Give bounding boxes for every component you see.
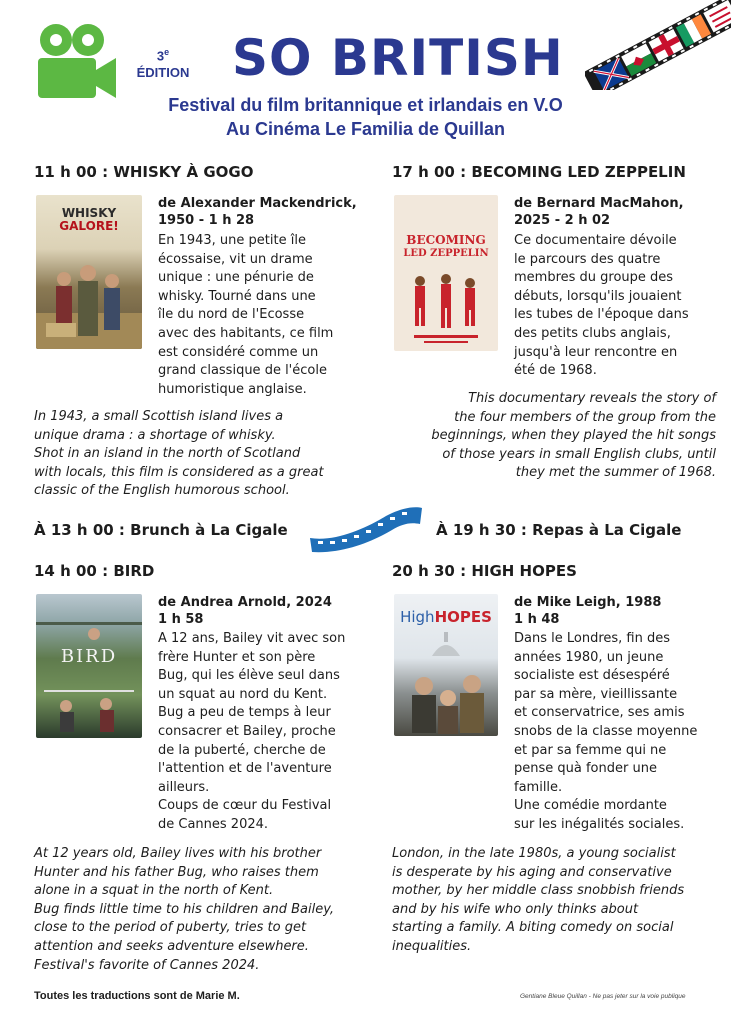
- en-line: Hunter and his father Bug, who raises them: [34, 864, 319, 880]
- en-line: mother, by her middle class snobbish friends: [392, 883, 685, 899]
- hopes-director-line-2: 1 h 48: [514, 612, 560, 627]
- zeppelin-director: [514, 195, 684, 229]
- en-line: London, in the late 1980s, a young socialist: [392, 846, 676, 861]
- edition-badge: [128, 44, 198, 81]
- en-line: starting a family. A biting comedy on social: [392, 920, 674, 936]
- fr-line: Une comédie mordante: [514, 798, 667, 814]
- whisky-director: [158, 195, 357, 229]
- fr-line: écossaise, vit un drame: [158, 251, 313, 267]
- fr-line: frère Hunter et son père: [158, 649, 316, 665]
- en-line: the four members of the group from the: [454, 409, 716, 425]
- subtitle-line-2: Au Cinéma Le Familia de Quillan: [225, 119, 506, 139]
- zeppelin-en-description: [388, 390, 716, 483]
- bird-en-description: [34, 845, 379, 975]
- whisky-en-description: [34, 408, 374, 501]
- fr-line: Bug a peu de temps à leur: [158, 705, 331, 721]
- en-line: close to the period of puberty, tries to get: [34, 920, 307, 936]
- fr-line: whisky. Tourné dans une: [158, 288, 316, 304]
- film-strip-flags-decoration: [585, 0, 731, 90]
- en-line: This documentary reveals the story of: [468, 391, 716, 406]
- whisky-director-line-2: 1950 - 1 h 28: [158, 213, 255, 228]
- fr-line: Coups de cœur du Festival: [158, 798, 332, 814]
- fr-line: et par sa femme qui ne: [514, 742, 667, 758]
- bird-poster-figures: [36, 594, 142, 738]
- repas-line: À 19 h 30 : Repas à La Cigale: [436, 521, 682, 539]
- fr-line: un squat au nord du Kent.: [158, 686, 328, 702]
- fr-line: socialiste est désespéré: [514, 668, 670, 684]
- fr-line: années 1980, un jeune: [514, 649, 664, 665]
- bird-poster: [36, 594, 142, 738]
- bird-director-line-2: 1 h 58: [158, 612, 204, 627]
- en-line: Festival's favorite of Cannes 2024.: [34, 957, 260, 973]
- fr-line: des petits clubs anglais,: [514, 325, 671, 341]
- fr-line: été de 1968.: [514, 363, 597, 379]
- page-title: SO BRITISH: [232, 29, 564, 87]
- fr-line: de Cannes 2024.: [158, 816, 269, 832]
- hopes-heading: 20 h 30 : HIGH HOPES: [392, 562, 577, 580]
- en-line: is desperate by his aging and conservative: [392, 864, 672, 880]
- fr-line: jusqu'à leur rencontre en: [514, 344, 678, 360]
- en-line: alone in a squat in the north of Kent.: [34, 883, 274, 899]
- hopes-poster-title-b: HOPES: [434, 608, 492, 626]
- zeppelin-poster-title-1: BECOMING: [406, 233, 486, 247]
- fr-line: sur les inégalités sociales.: [514, 816, 685, 832]
- fr-line: est considéré comme un: [158, 344, 319, 360]
- fr-line: ailleurs.: [158, 779, 210, 795]
- hopes-poster-figures: [394, 594, 498, 736]
- fr-line: A 12 ans, Bailey vit avec son: [158, 631, 346, 646]
- fr-line: pense quà fonder une: [514, 761, 657, 777]
- en-line: attention and seeks adventure elsewhere.: [34, 938, 309, 954]
- bird-director-line-1: de Andrea Arnold, 2024: [158, 595, 332, 610]
- bird-director: [158, 594, 332, 628]
- fr-line: Ce documentaire dévoile: [514, 233, 677, 248]
- en-line: and by his wife who only thinks about: [392, 901, 639, 917]
- edition-suffix: e: [164, 47, 170, 57]
- en-line: unique drama : a shortage of whisky.: [34, 427, 276, 443]
- fr-line: humoristique anglaise.: [158, 381, 307, 397]
- fr-line: Dans le Londres, fin des: [514, 631, 670, 646]
- bird-heading: 14 h 00 : BIRD: [34, 562, 155, 580]
- bird-poster-title: BIRD: [60, 646, 118, 667]
- fr-line: les tubes de l'époque dans: [514, 307, 689, 323]
- fr-line: de la puberté, cherche de: [158, 742, 326, 758]
- fr-line: consacrer et Bailey, proche: [158, 723, 336, 739]
- zeppelin-director-line-2: 2025 - 2 h 02: [514, 213, 611, 228]
- whisky-fr-description: [158, 232, 368, 399]
- fr-line: débuts, lorsqu'ils jouaient: [514, 288, 682, 304]
- zeppelin-fr-description: [514, 232, 724, 381]
- whisky-poster-title-1: WHISKY: [61, 206, 117, 220]
- fr-line: unique : une pénurie de: [158, 270, 314, 286]
- printer-credit: Gentiane Bleue Quillan - Ne pas jeter sur la voie publique: [520, 993, 686, 1000]
- bird-fr-description: [158, 630, 368, 835]
- edition-label: ÉDITION: [136, 65, 190, 81]
- hopes-fr-description: [514, 630, 724, 835]
- zeppelin-poster-title-2: LED ZEPPELIN: [403, 248, 489, 259]
- fr-line: Bug, qui les élève seul dans: [158, 668, 340, 684]
- en-line: they met the summer of 1968.: [515, 465, 716, 481]
- en-line: Shot in an island in the north of Scotland: [34, 446, 301, 462]
- hopes-en-description: [392, 845, 727, 957]
- whisky-poster-title-2: GALORE!: [59, 219, 119, 233]
- zeppelin-director-line-1: de Bernard MacMahon,: [514, 196, 684, 211]
- en-line: At 12 years old, Bailey lives with his brother: [34, 846, 322, 861]
- fr-line: île du nord de l'Ecosse: [158, 307, 305, 323]
- en-line: of those years in small English clubs, until: [442, 446, 716, 462]
- en-line: Bug finds little time to his children and Bailey,: [34, 901, 335, 917]
- en-line: beginnings, when they played the hit songs: [431, 428, 716, 444]
- en-line: inequalities.: [392, 938, 472, 954]
- hopes-director-line-1: de Mike Leigh, 1988: [514, 595, 662, 610]
- hopes-director: [514, 594, 661, 628]
- whisky-director-line-1: de Alexander Mackendrick,: [158, 196, 357, 211]
- fr-line: l'attention et de l'aventure: [158, 761, 332, 777]
- en-line: classic of the English humorous school.: [34, 483, 290, 499]
- whisky-poster-figures: [36, 253, 142, 349]
- translations-credit: Toutes les traductions sont de Marie M.: [34, 990, 240, 1002]
- en-line: with locals, this film is considered as a great: [34, 464, 324, 480]
- whisky-heading: 11 h 00 : WHISKY À GOGO: [34, 163, 254, 181]
- fr-line: par sa mère, vieillissante: [514, 686, 678, 702]
- fr-line: grand classique de l'école: [158, 363, 327, 379]
- film-strip-decoration: [306, 498, 424, 558]
- fr-line: En 1943, une petite île: [158, 233, 306, 248]
- en-line: In 1943, a small Scottish island lives a: [34, 409, 284, 424]
- fr-line: avec des habitants, ce film: [158, 325, 334, 341]
- whisky-poster: [36, 195, 142, 349]
- zeppelin-heading: 17 h 00 : BECOMING LED ZEPPELIN: [392, 163, 686, 181]
- film-camera-logo-icon: [34, 22, 118, 102]
- zeppelin-poster: [394, 195, 498, 351]
- fr-line: le parcours des quatre: [514, 251, 661, 267]
- fr-line: membres du groupe des: [514, 270, 674, 286]
- zeppelin-poster-figures: [394, 269, 498, 351]
- subtitle-line-1: Festival du film britannique et irlandais en V.O: [168, 95, 563, 115]
- hopes-poster: [394, 594, 498, 736]
- fr-line: famille.: [514, 779, 563, 795]
- hopes-poster-title-a: High: [400, 608, 435, 626]
- fr-line: snobs de la classe moyenne: [514, 723, 698, 739]
- edition-number: 3: [156, 48, 165, 64]
- brunch-line: À 13 h 00 : Brunch à La Cigale: [34, 521, 288, 539]
- fr-line: et conservatrice, ses amis: [514, 705, 685, 721]
